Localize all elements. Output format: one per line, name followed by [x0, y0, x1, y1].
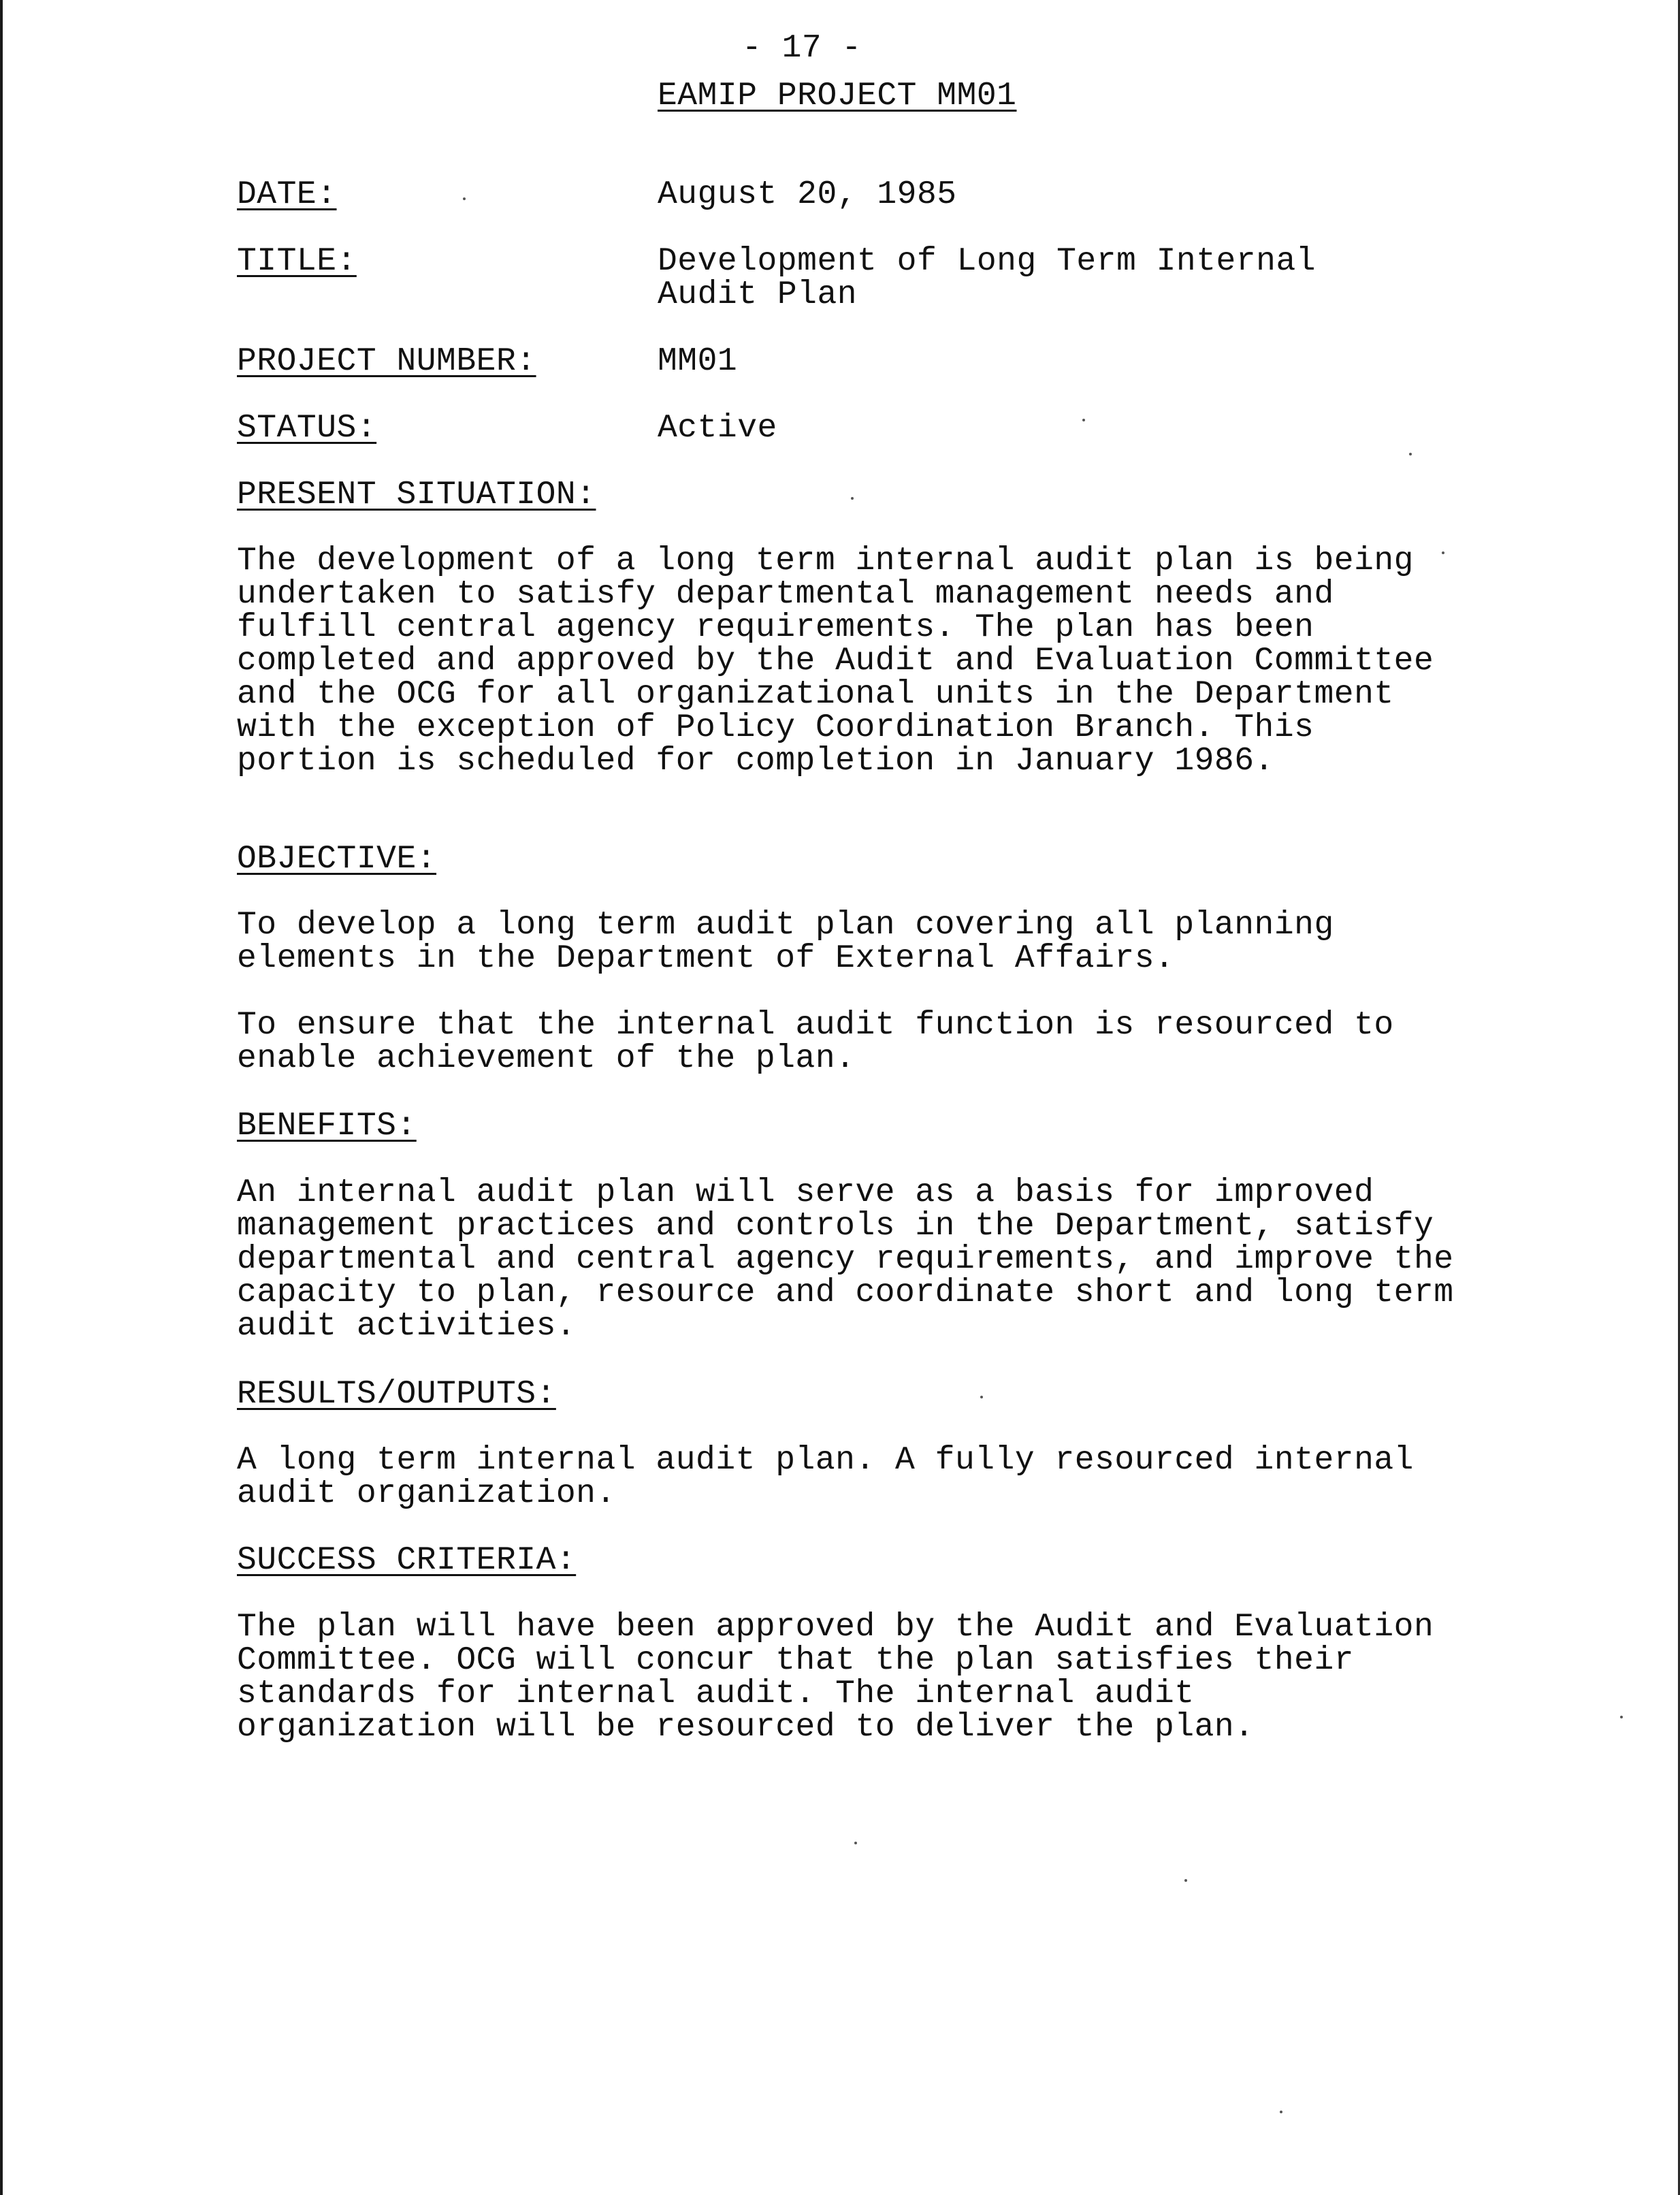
present-situation-heading: PRESENT SITUATION:	[237, 477, 596, 513]
scan-speck	[854, 1842, 857, 1844]
date-label: DATE:	[237, 176, 337, 213]
scan-speck	[851, 497, 854, 500]
success-criteria-body: The plan will have been approved by the Audit and Evaluation Committee. OCG will concur that the plan satisfies their standards for internal audit. The internal audit organization will be resourced to deliver the plan.	[237, 1609, 1434, 1746]
objective-body-2: To ensure that the internal audit function is resourced to enable achievement of the plan.	[237, 1007, 1394, 1077]
objective-heading: OBJECTIVE:	[237, 841, 437, 878]
title-label: TITLE:	[237, 243, 357, 280]
title-value: Development of Long Term Internal Audit Plan	[658, 243, 1316, 313]
project-number-value: MM01	[658, 343, 738, 380]
present-situation-body: The development of a long term internal audit plan is being undertaken to satisfy departmental management needs and fulfill central agency requirements. The plan has been completed and approved by the Audit and Evaluation Committee and the OCG for all organizational units in the Department with the exception of Policy Coordination Branch. This portion is scheduled for completion in January 1986.	[237, 543, 1434, 780]
scan-speck	[1442, 551, 1444, 554]
status-label: STATUS:	[237, 410, 377, 447]
page-number: - 17 -	[742, 30, 862, 67]
scan-speck	[1280, 2111, 1282, 2113]
scan-left-edge	[0, 0, 3, 2195]
scan-speck	[463, 197, 466, 200]
benefits-body: An internal audit plan will serve as a basis for improved management practices and controls in the Department, satisfy departmental and central agency requirements, and improve the capacity to plan, resource and coordinate short and long term audit activities.	[237, 1174, 1454, 1345]
project-number-label: PROJECT NUMBER:	[237, 343, 536, 380]
success-criteria-heading: SUCCESS CRITERIA:	[237, 1542, 577, 1579]
scan-speck	[980, 1396, 983, 1398]
project-title: EAMIP PROJECT MM01	[658, 78, 1017, 114]
scan-speck	[1184, 1879, 1187, 1882]
status-value: Active	[658, 410, 777, 447]
date-value: August 20, 1985	[658, 176, 957, 213]
scan-speck	[1409, 453, 1412, 455]
results-outputs-body: A long term internal audit plan. A fully resourced internal audit organization.	[237, 1442, 1414, 1512]
scan-speck	[1620, 1716, 1623, 1718]
objective-body-1: To develop a long term audit plan covering all planning elements in the Department of External Affairs.	[237, 907, 1334, 977]
scan-speck	[1082, 419, 1085, 421]
results-outputs-heading: RESULTS/OUTPUTS:	[237, 1376, 556, 1413]
benefits-heading: BENEFITS:	[237, 1108, 417, 1144]
